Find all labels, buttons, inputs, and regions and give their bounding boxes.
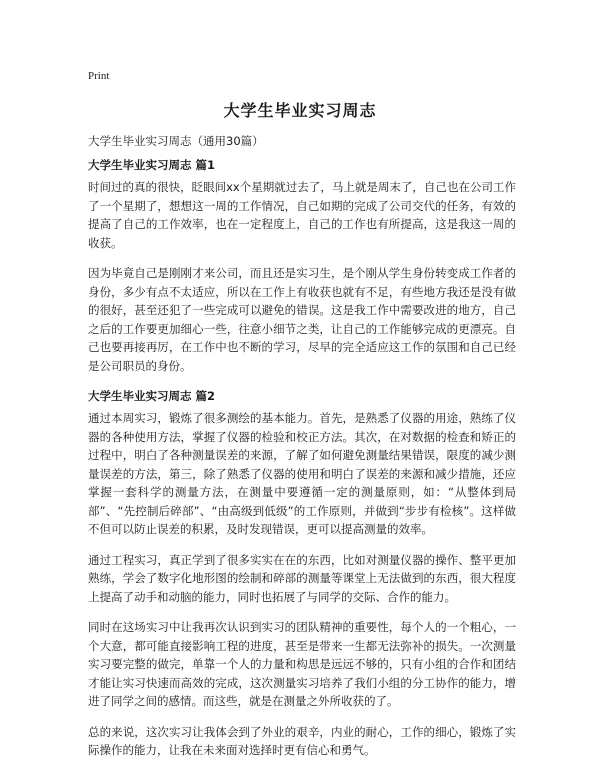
print-link[interactable]: Print: [88, 70, 110, 82]
paragraph: 总的来说，这次实习让我体会到了外业的艰辛，内业的耐心，工作的细心，锻炼了实际操作的能力，让我在未来面对选择时更有信心和勇气。: [88, 724, 516, 757]
section-heading: 大学生毕业实习周志 篇1: [88, 158, 216, 172]
paragraph: 时间过的真的很快，眨眼间xx个星期就过去了，马上就是周末了，自己也在公司工作了一个星期了，想想这一周的工作情况，自己如期的完成了公司交代的任务，有效的提高了自己的工作效率，也在一定程度上，自己的工作也有所提高，这是我这一周的收获。: [88, 180, 516, 250]
section-1: [88, 156, 516, 375]
paragraph: 因为毕竟自己是刚刚才来公司，而且还是实习生，是个刚从学生身份转变成工作者的身份，多少有点不太适应，所以在工作上有收获也就有不足，有些地方我还是没有做的很好，甚至还犯了一些完成可以避免的错误。这是我工作中需要改进的地方，自己之后的工作要更加细心一些，往意小细节之类，让自己的工作能够完成的更漂亮。自己也要再接再厉，在工作中也不断的学习，尽早的完全适应这工作的氛围和自己已经是公司职员的身份。: [88, 266, 516, 373]
section-2: [88, 387, 516, 760]
paragraph: 通过工程实习，真正学到了很多实实在在的东西，比如对测量仪器的操作、整平更加熟练，学会了数字化地形图的绘制和碎部的测量等课堂上无法做到的东西，很大程度上提高了动手和动脑的能力，同时也拓展了与同学的交际、合作的能力。: [88, 552, 516, 604]
document-subtitle: 大学生毕业实习周志（通用30篇）: [88, 134, 264, 148]
section-heading: 大学生毕业实习周志 篇2: [88, 389, 216, 403]
paragraph: 同时在这场实习中让我再次认识到实习的团队精神的重要性，每个人的一个粗心，一个大意，都可能直接影响工程的进度，甚至是带来一生都无法弥补的损失。一次测量实习要完整的做完，单靠一个人的力量和构思是远远不够的，只有小组的合作和团结才能让实习快速而高效的完成，这次测量实习培养了我们小组的分工协作的能力，增进了同学之间的感情。而这些，就是在测量之外所收获的了。: [88, 620, 516, 708]
paragraph: 通过本周实习，锻炼了很多测绘的基本能力。首先，是熟悉了仪器的用途，熟练了仪器的各种使用方法，掌握了仪器的检验和校正方法。其次，在对数据的检查和矫正的过程中，明白了各种测量误差的来源，了解了如何避免测量结果错误，限度的减少测量误差的方法，第三，除了熟悉了仪器的使用和明白了误差的来源和减少措施，还应掌握一套科学的测量方法，在测量中要遵循一定的测量原则，如：“从整体到局部”、“先控制后碎部”、“由高级到低级”的工作原则，并做到“步步有检核”。这样做不但可以防止误差的积累，及时发现错误，更可以提高测量的效率。: [88, 411, 516, 536]
document-body: [88, 133, 516, 772]
page-title: 大学生毕业实习周志: [223, 101, 377, 120]
